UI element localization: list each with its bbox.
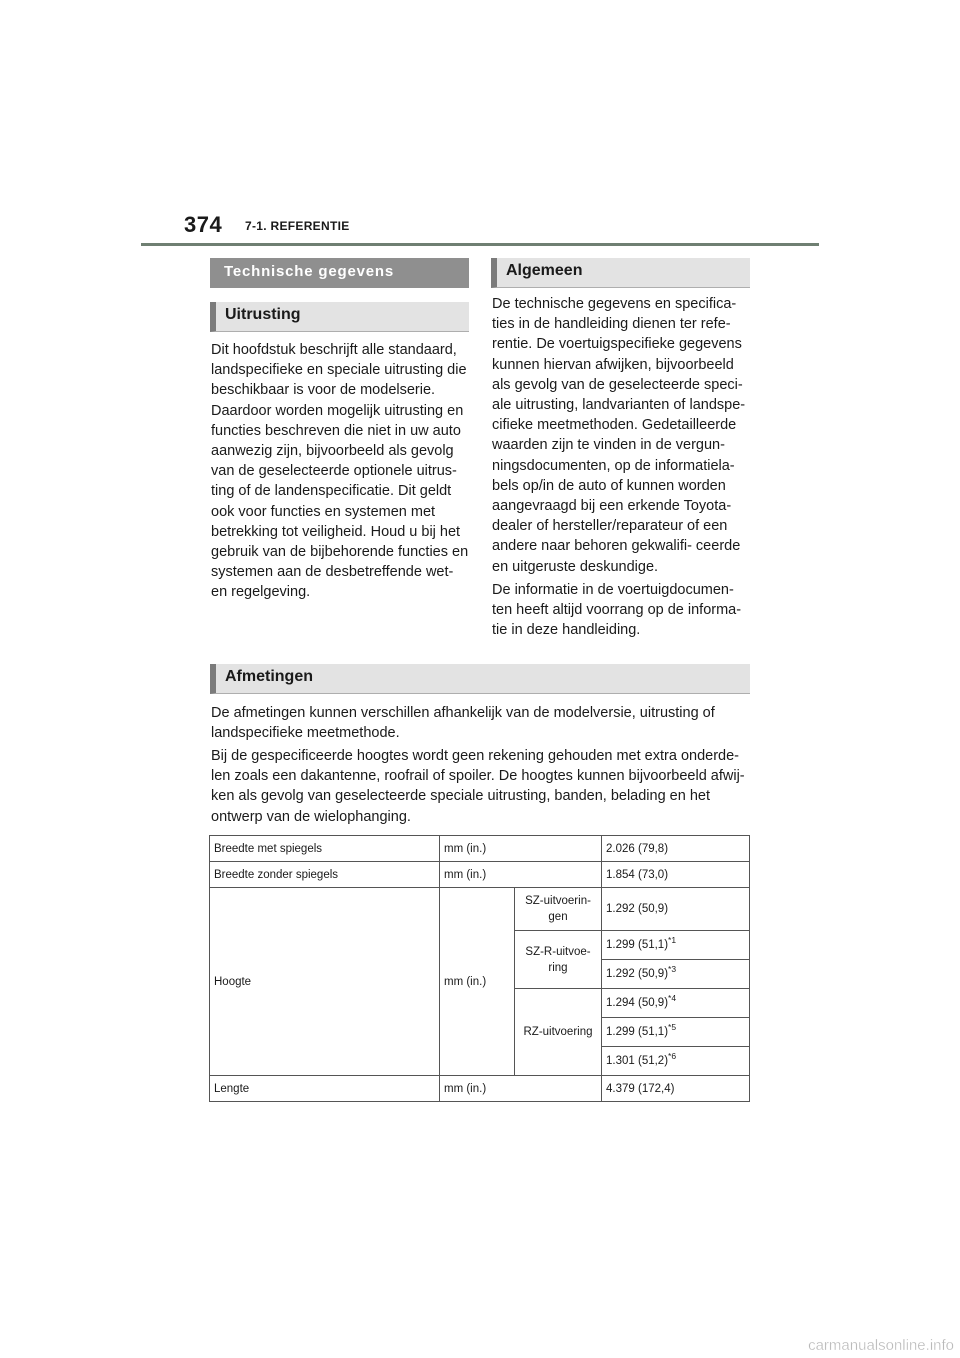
value-cell <box>602 960 750 989</box>
variant-cell: RZ-uitvoering <box>515 989 602 1076</box>
header-rule <box>141 243 819 246</box>
afmetingen-text-1: De afmetingen kunnen verschillen afhankelijk van de modelversie, uitrusting of landspecifieke meetmethode. <box>211 705 715 742</box>
value-text: 1.299 (51,1) <box>606 1026 669 1038</box>
footnote-ref: *5 <box>668 1022 677 1033</box>
table-row <box>210 862 750 888</box>
row-label: Breedte zonder spiegels <box>210 862 440 888</box>
subheading-algemeen: Algemeen <box>491 258 750 288</box>
value-text: 1.292 (50,9) <box>606 968 669 980</box>
footnote-ref: *3 <box>668 964 677 975</box>
value-cell <box>602 1018 750 1047</box>
chapter-title: 7-1. REFERENTIE <box>245 219 350 233</box>
uitrusting-text: Dit hoofdstuk beschrijft alle standaard, landspecifieke en speciale uitrusting die beschikbaar is voor de modelserie. Daardoor worden mogelijk uitrusting en functies beschreven die niet in uw auto aanwezig zijn, bijvoorbeeld als gevolg van de geselecteerde optionele uitrus- ting of de landenspecificatie. Dit geldt ook voor functies en systemen met betrekking tot veiligheid. Houd u bij het gebruik van de bijbehorende functies en systemen aan de desbetreffende wet- en regelgeving. <box>211 342 469 601</box>
watermark-logo <box>738 1336 956 1354</box>
table-row <box>210 888 750 931</box>
subheading-afmetingen: Afmetingen <box>210 664 750 694</box>
value-text: 1.294 (50,9) <box>606 997 669 1009</box>
row-label: Lengte <box>210 1076 440 1102</box>
table-row <box>210 836 750 862</box>
afmetingen-text-2: Bij de gespecificeerde hoogtes wordt geen rekening gehouden met extra onderde- len zoals een dakantenne, roofrail of spoiler. De hoogtes kunnen bijvoorbeeld afwij- ken als gevolg van geselecteerde speciale uitrusting, banden, belading en het ontwerp van de wielophanging. <box>211 748 745 825</box>
value-cell: 2.026 (79,8) <box>602 836 750 862</box>
unit-cell: mm (in.) <box>440 836 602 862</box>
row-label: Hoogte <box>210 888 440 1076</box>
value-cell <box>602 989 750 1018</box>
value-text: 1.301 (51,2) <box>606 1055 669 1067</box>
value-cell: 4.379 (172,4) <box>602 1076 750 1102</box>
value-text: 1.299 (51,1) <box>606 939 669 951</box>
value-cell: 1.292 (50,9) <box>602 888 750 931</box>
unit-cell: mm (in.) <box>440 862 602 888</box>
svg-text:carmanualsonline.info: carmanualsonline.info <box>808 1337 954 1354</box>
value-cell: 1.854 (73,0) <box>602 862 750 888</box>
variant-cell: SZ-R-uitvoe- ring <box>515 931 602 989</box>
footnote-ref: *4 <box>668 993 677 1004</box>
unit-cell: mm (in.) <box>440 888 515 1076</box>
section-title: Technische gegevens <box>210 258 469 288</box>
unit-cell: mm (in.) <box>440 1076 602 1102</box>
variant-cell: SZ-uitvoerin- gen <box>515 888 602 931</box>
subheading-uitrusting: Uitrusting <box>210 302 469 332</box>
value-cell <box>602 931 750 960</box>
page-number: 374 <box>184 212 223 237</box>
dimensions-table <box>209 835 750 1102</box>
algemeen-text-1: De technische gegevens en specifica- ties in de handleiding dienen ter refe- rentie. De voertuigspecifieke gegevens kunnen hiervan afwijken, bijvoorbeeld als gevolg van de geselecteerde speci- ale uitrusting, landvarianten of landspe- cifieke meetmethoden. Gedetailleerde waarden zijn te vinden in de vergun- ningsdocumenten, op de informatiela- bels op/in de auto of kunnen worden aangevraagd bij een erkende Toyota-dealer of hersteller/reparateur of een andere naar behoren gekwalifi- ceerde en uitgeruste deskundige. <box>492 296 746 575</box>
row-label: Breedte met spiegels <box>210 836 440 862</box>
footnote-ref: *1 <box>668 935 677 946</box>
table-row <box>210 1076 750 1102</box>
algemeen-text-2: De informatie in de voertuigdocumen- ten heeft altijd voorrang op de informa- tie in deze handleiding. <box>492 582 742 639</box>
footnote-ref: *6 <box>668 1051 677 1062</box>
value-cell <box>602 1047 750 1076</box>
